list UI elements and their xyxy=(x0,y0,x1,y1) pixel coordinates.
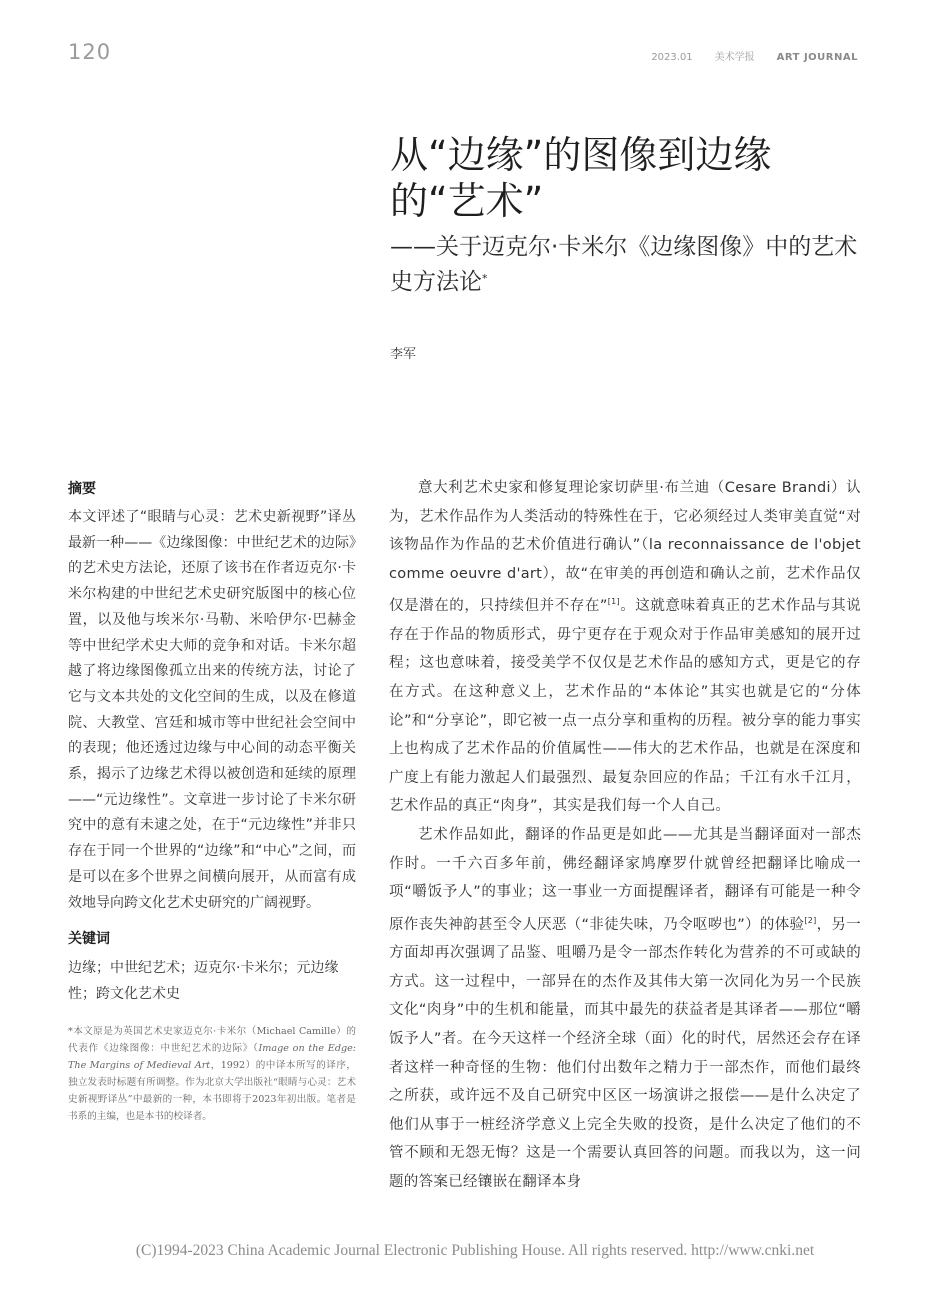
p2-text-a: 艺术作品如此，翻译的作品更是如此——尤其是当翻译面对一部杰作时。一千六百多年前，佛经翻译家鸠摩罗什就曾经把翻译比喻成一项“嚼饭予人”的事业；这一事业一方面提醒译者，翻译有可能是一种令原作丧失神韵甚至令人厌恶（“非徒失味，乃令呕哕也”）的体验 xyxy=(389,826,861,933)
abstract-text: 本文评述了“眼睛与心灵：艺术史新视野”译丛最新一种——《边缘图像：中世纪艺术的边际》的艺术史方法论，还原了该书在作者迈克尔·卡米尔构建的中世纪艺术史研究版图中的核心位置，以及他与埃米尔·马勒、米哈伊尔·巴赫金等中世纪学术史大师的竞争和对话。卡米尔超越了将边缘图像孤立出来的传统方法，讨论了它与文本共处的文化空间的生成，以及在修道院、大教堂、宫廷和城市等中世纪社会空间中的表现；他还透过边缘与中心间的动态平衡关系，揭示了边缘艺术得以被创造和延续的原理——“元边缘性”。文章进一步讨论了卡米尔研究中的意有未逮之处，在于“元边缘性”并非只存在于同一个世界的“边缘”和“中心”之间，而是可以在多个世界之间横向展开，从而富有成效地导向跨文化艺术史研究的广阔视野。 xyxy=(68,509,356,911)
footnote-marker: * xyxy=(482,272,488,285)
journal-name-en: ART JOURNAL xyxy=(776,52,858,63)
article-subtitle xyxy=(390,230,865,300)
running-head xyxy=(651,48,858,63)
footnote-part1: *本文原是为英国艺术史家迈克尔·卡米尔（Michael Camille）的代表作《边缘图像：中世纪艺术的边际》（ xyxy=(68,1026,356,1055)
abstract-column xyxy=(68,478,356,1125)
author-name: 李军 xyxy=(390,347,417,362)
body-paragraph-2 xyxy=(389,821,861,1197)
p2-text-b: ，另一方面却再次强调了品鉴、咀嚼乃是令一部杰作转化为营养的不可或缺的方式。这一过程中，一部异在的杰作及其伟大第一次同化为另一个民族文化“肉身”中的生机和能量，而其中最先的获益者是其译者——那位“嚼饭予人”者。在今天这样一个经济全球（面）化的时代，居然还会存在译者这样一种奇怪的生物：他们付出数年之精力于一部杰作，而他们最终之所获，或许远不及自己研究中区区一场演讲之报偿——是什么决定了他们从事于一桩经济学意义上完全失败的投资，是什么决定了他们的不管不顾和无怨无悔？这是一个需要认真回答的问题。而我以为，这一问题的答案已经镶嵌在翻译本身 xyxy=(389,916,861,1190)
footnote-book-title: Image on the Edge: The Margins of Medieval Art xyxy=(68,1043,357,1072)
abstract-heading: 摘要 xyxy=(68,481,96,497)
page-number: 120 xyxy=(68,40,112,64)
citation-ref-1[interactable]: [1] xyxy=(607,597,620,607)
journal-name-cn: 美术学报 xyxy=(714,52,755,63)
body-paragraph-1 xyxy=(389,474,861,821)
citation-ref-2[interactable]: [2] xyxy=(804,915,817,925)
p1-text-b: 。这就意味着真正的艺术作品与其说存在于作品的物质形式，毋宁更存在于观众对于作品审美感知的展开过程；这也意味着，接受美学不仅仅是艺术作品的感知方式，更是它的存在方式。在这种意义上，艺术作品的“本体论”其实也就是它的“分体论”和“分享论”，即它被一点一点分享和重构的历程。被分享的能力事实上也构成了艺术作品的价值属性——伟大的艺术作品，也就是在深度和广度上有能力激起人们最强烈、最复杂回应的作品；千江有水千江月，艺术作品的真正“肉身”，其实是我们每一个人自己。 xyxy=(389,598,861,815)
keywords-text: 边缘；中世纪艺术；迈克尔·卡米尔；元边缘性；跨文化艺术史 xyxy=(68,960,339,1003)
footnote-part2: ，1992）的中译本所写的译序，独立发表时标题有所调整。作为北京大学出版社“眼睛与心灵：艺术史新视野译丛”中最新的一种，本书即将于2023年初出版。笔者是书系的主编，也是本书的校译者。 xyxy=(68,1060,357,1123)
article-title: 从“边缘”的图像到边缘的“艺术” xyxy=(390,133,772,223)
copyright-watermark: (C)1994-2023 China Academic Journal Electronic Publishing House. All rights reserved. http://www.cnki.net xyxy=(135,1242,815,1259)
title-footnote xyxy=(68,1023,356,1125)
p1-text-a: 意大利艺术史家和修复理论家切萨里·布兰迪（Cesare Brandi）认为，艺术作品作为人类活动的特殊性在于，它必须经过人类审美直觉“对该物品作为作品的艺术价值进行确认”（la reconnaissance de l'objet comme oeuvre d'art），故“在审美的再创造和确认之前，艺术作品仅仅是潜在的，只持续但并不存在” xyxy=(389,480,861,615)
subtitle-text: ——关于迈克尔·卡米尔《边缘图像》中的艺术史方法论 xyxy=(390,234,858,295)
keywords-heading: 关键词 xyxy=(68,931,110,948)
issue-date: 2023.01 xyxy=(651,52,693,63)
title-block xyxy=(390,132,865,300)
body-column xyxy=(389,474,861,1197)
